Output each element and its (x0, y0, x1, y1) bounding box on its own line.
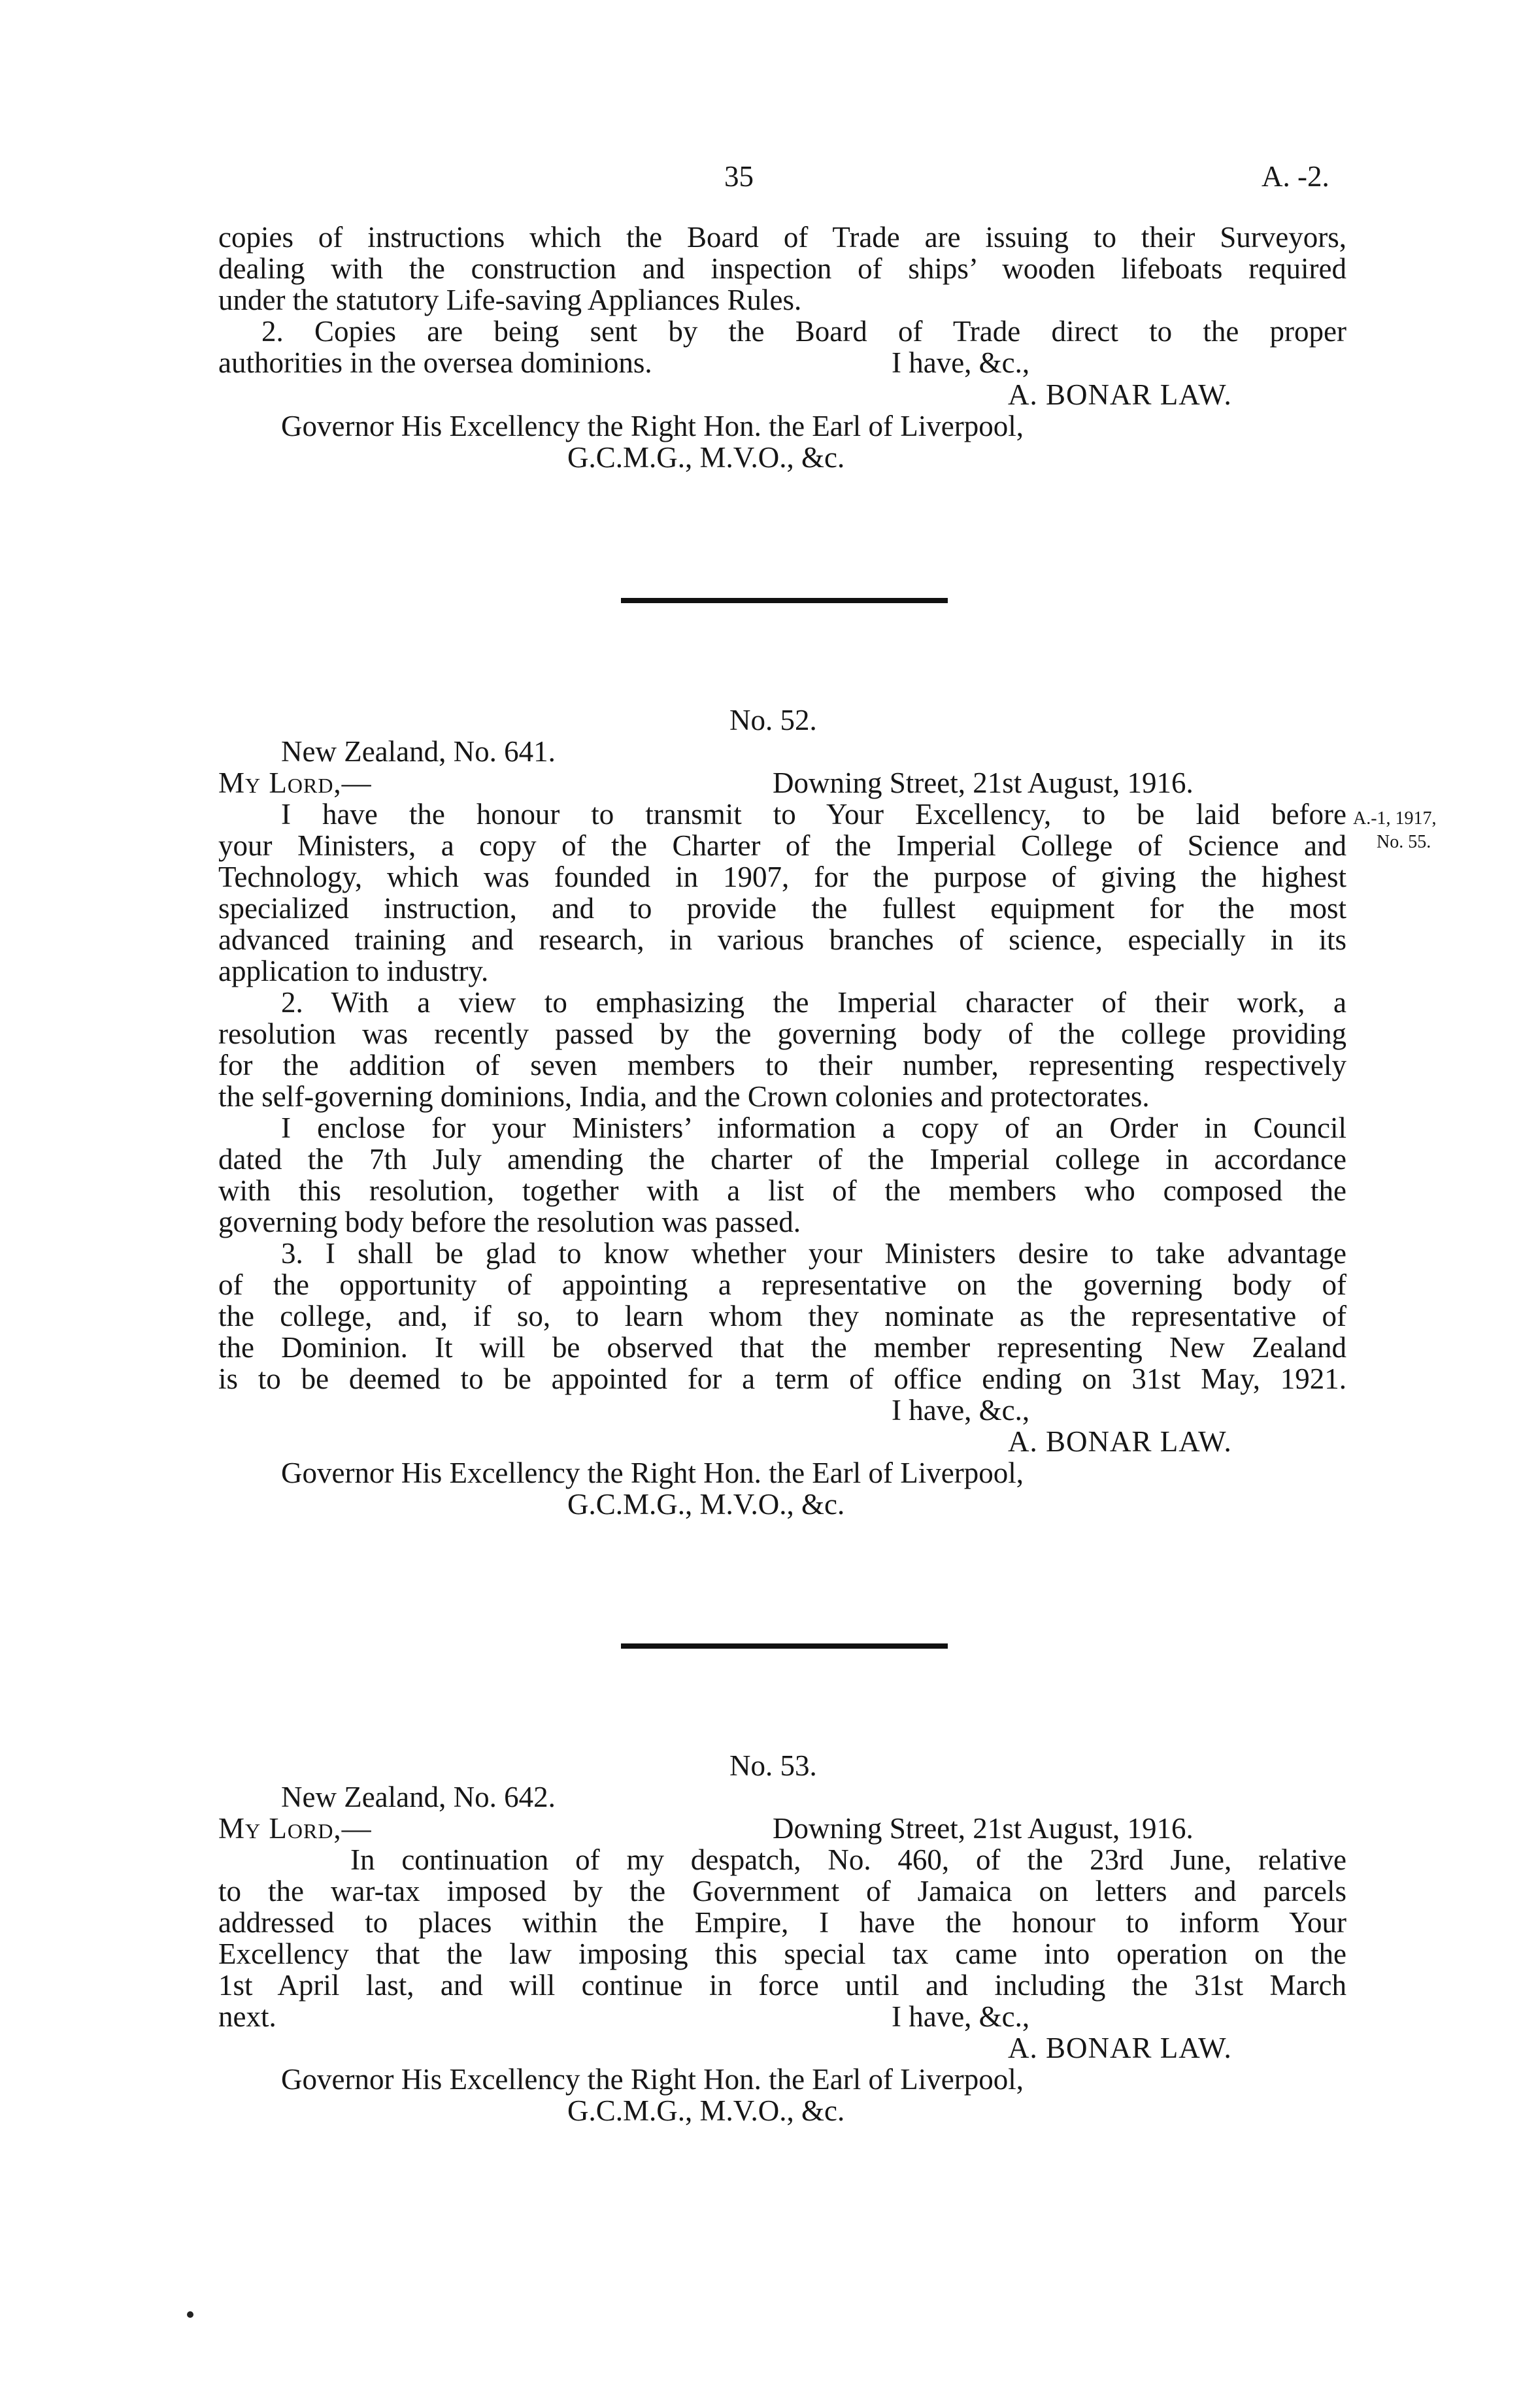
despatch-number: No. 53. (729, 1749, 817, 1782)
body-line: your Ministers, a copy of the Charter of the Imperial College of Science and (218, 829, 1346, 862)
body-line: authorities in the oversea dominions. (218, 346, 652, 379)
body-line: specialized instruction, and to provide the fullest equipment for the most (218, 892, 1346, 925)
despatch-number: No. 52. (729, 704, 817, 736)
body-line: dealing with the construction and inspection of ships’ wooden lifeboats required (218, 252, 1346, 285)
salutation: My Lord,— (218, 767, 372, 799)
body-line: 1st April last, and will continue in force until and including the 31st March (218, 1969, 1346, 2002)
body-line: 2. With a view to emphasizing the Imperial character of their work, a (281, 986, 1346, 1019)
signature: A. BONAR LAW. (1008, 1425, 1232, 1458)
margin-reference: A.-1, 1917, (1353, 808, 1437, 829)
place-date: Downing Street, 21st August, 1916. (773, 767, 1194, 799)
body-line: resolution was recently passed by the governing body of the college providing (218, 1017, 1346, 1050)
closing-formula: I have, &c., (892, 1394, 1030, 1427)
body-line: 2. Copies are being sent by the Board of Trade direct to the proper (261, 315, 1346, 348)
body-line: addressed to places within the Empire, I have the honour to inform Your (218, 1906, 1346, 1939)
body-line: advanced training and research, in various branches of science, especially in its (218, 923, 1346, 956)
body-line: the college, and, if so, to learn whom they nominate as the representative of (218, 1300, 1346, 1332)
body-line: application to industry. (218, 955, 489, 987)
ink-speck (187, 2311, 193, 2318)
body-line: for the addition of seven members to their number, representing respectively (218, 1049, 1346, 1081)
body-line: dated the 7th July amending the charter of the Imperial college in accordance (218, 1143, 1346, 1176)
body-line: 3. I shall be glad to know whether your Ministers desire to take advantage (281, 1237, 1346, 1270)
body-line: I enclose for your Ministers’ information a copy of an Order in Council (281, 1112, 1346, 1144)
margin-reference: No. 55. (1377, 832, 1431, 852)
body-line: under the statutory Life-saving Appliances Rules. (218, 284, 802, 316)
body-line: governing body before the resolution was passed. (218, 1206, 801, 1238)
section-divider (621, 1643, 948, 1649)
signature: A. BONAR LAW. (1008, 2032, 1232, 2064)
addressee: Governor His Excellency the Right Hon. the Earl of Liverpool, (281, 1457, 1024, 1489)
addressee-honours: G.C.M.G., M.V.O., &c. (567, 2094, 845, 2127)
body-line: next. (218, 2000, 276, 2033)
page-number: 35 (724, 160, 754, 193)
body-line: the self-governing dominions, India, and the Crown colonies and protectorates. (218, 1080, 1150, 1113)
paper-reference: A. -2. (1262, 160, 1329, 193)
body-line: In continuation of my despatch, No. 460, of the 23rd June, relative (350, 1843, 1346, 1876)
despatch-reference: New Zealand, No. 641. (281, 735, 556, 768)
closing-formula: I have, &c., (892, 2000, 1030, 2033)
body-line: Technology, which was founded in 1907, for the purpose of giving the highest (218, 861, 1346, 893)
body-line: I have the honour to transmit to Your Excellency, to be laid before (281, 798, 1346, 831)
addressee-honours: G.C.M.G., M.V.O., &c. (567, 441, 845, 474)
addressee-honours: G.C.M.G., M.V.O., &c. (567, 1488, 845, 1521)
section-divider (621, 598, 948, 603)
despatch-reference: New Zealand, No. 642. (281, 1781, 556, 1813)
body-line: with this resolution, together with a list of the members who composed the (218, 1174, 1346, 1207)
place-date: Downing Street, 21st August, 1916. (773, 1812, 1194, 1845)
addressee: Governor His Excellency the Right Hon. the Earl of Liverpool, (281, 2063, 1024, 2096)
salutation: My Lord,— (218, 1812, 372, 1845)
signature: A. BONAR LAW. (1008, 378, 1232, 411)
body-line: Excellency that the law imposing this special tax came into operation on the (218, 1938, 1346, 1970)
body-line: is to be deemed to be appointed for a term of office ending on 31st May, 1921. (218, 1362, 1346, 1395)
body-line: to the war-tax imposed by the Government of Jamaica on letters and parcels (218, 1875, 1346, 1907)
body-line: of the opportunity of appointing a representative on the governing body of (218, 1268, 1346, 1301)
body-line: the Dominion. It will be observed that the member representing New Zealand (218, 1331, 1346, 1364)
addressee: Governor His Excellency the Right Hon. the Earl of Liverpool, (281, 410, 1024, 442)
closing-formula: I have, &c., (892, 346, 1030, 379)
body-line: copies of instructions which the Board of Trade are issuing to their Surveyors, (218, 221, 1346, 254)
